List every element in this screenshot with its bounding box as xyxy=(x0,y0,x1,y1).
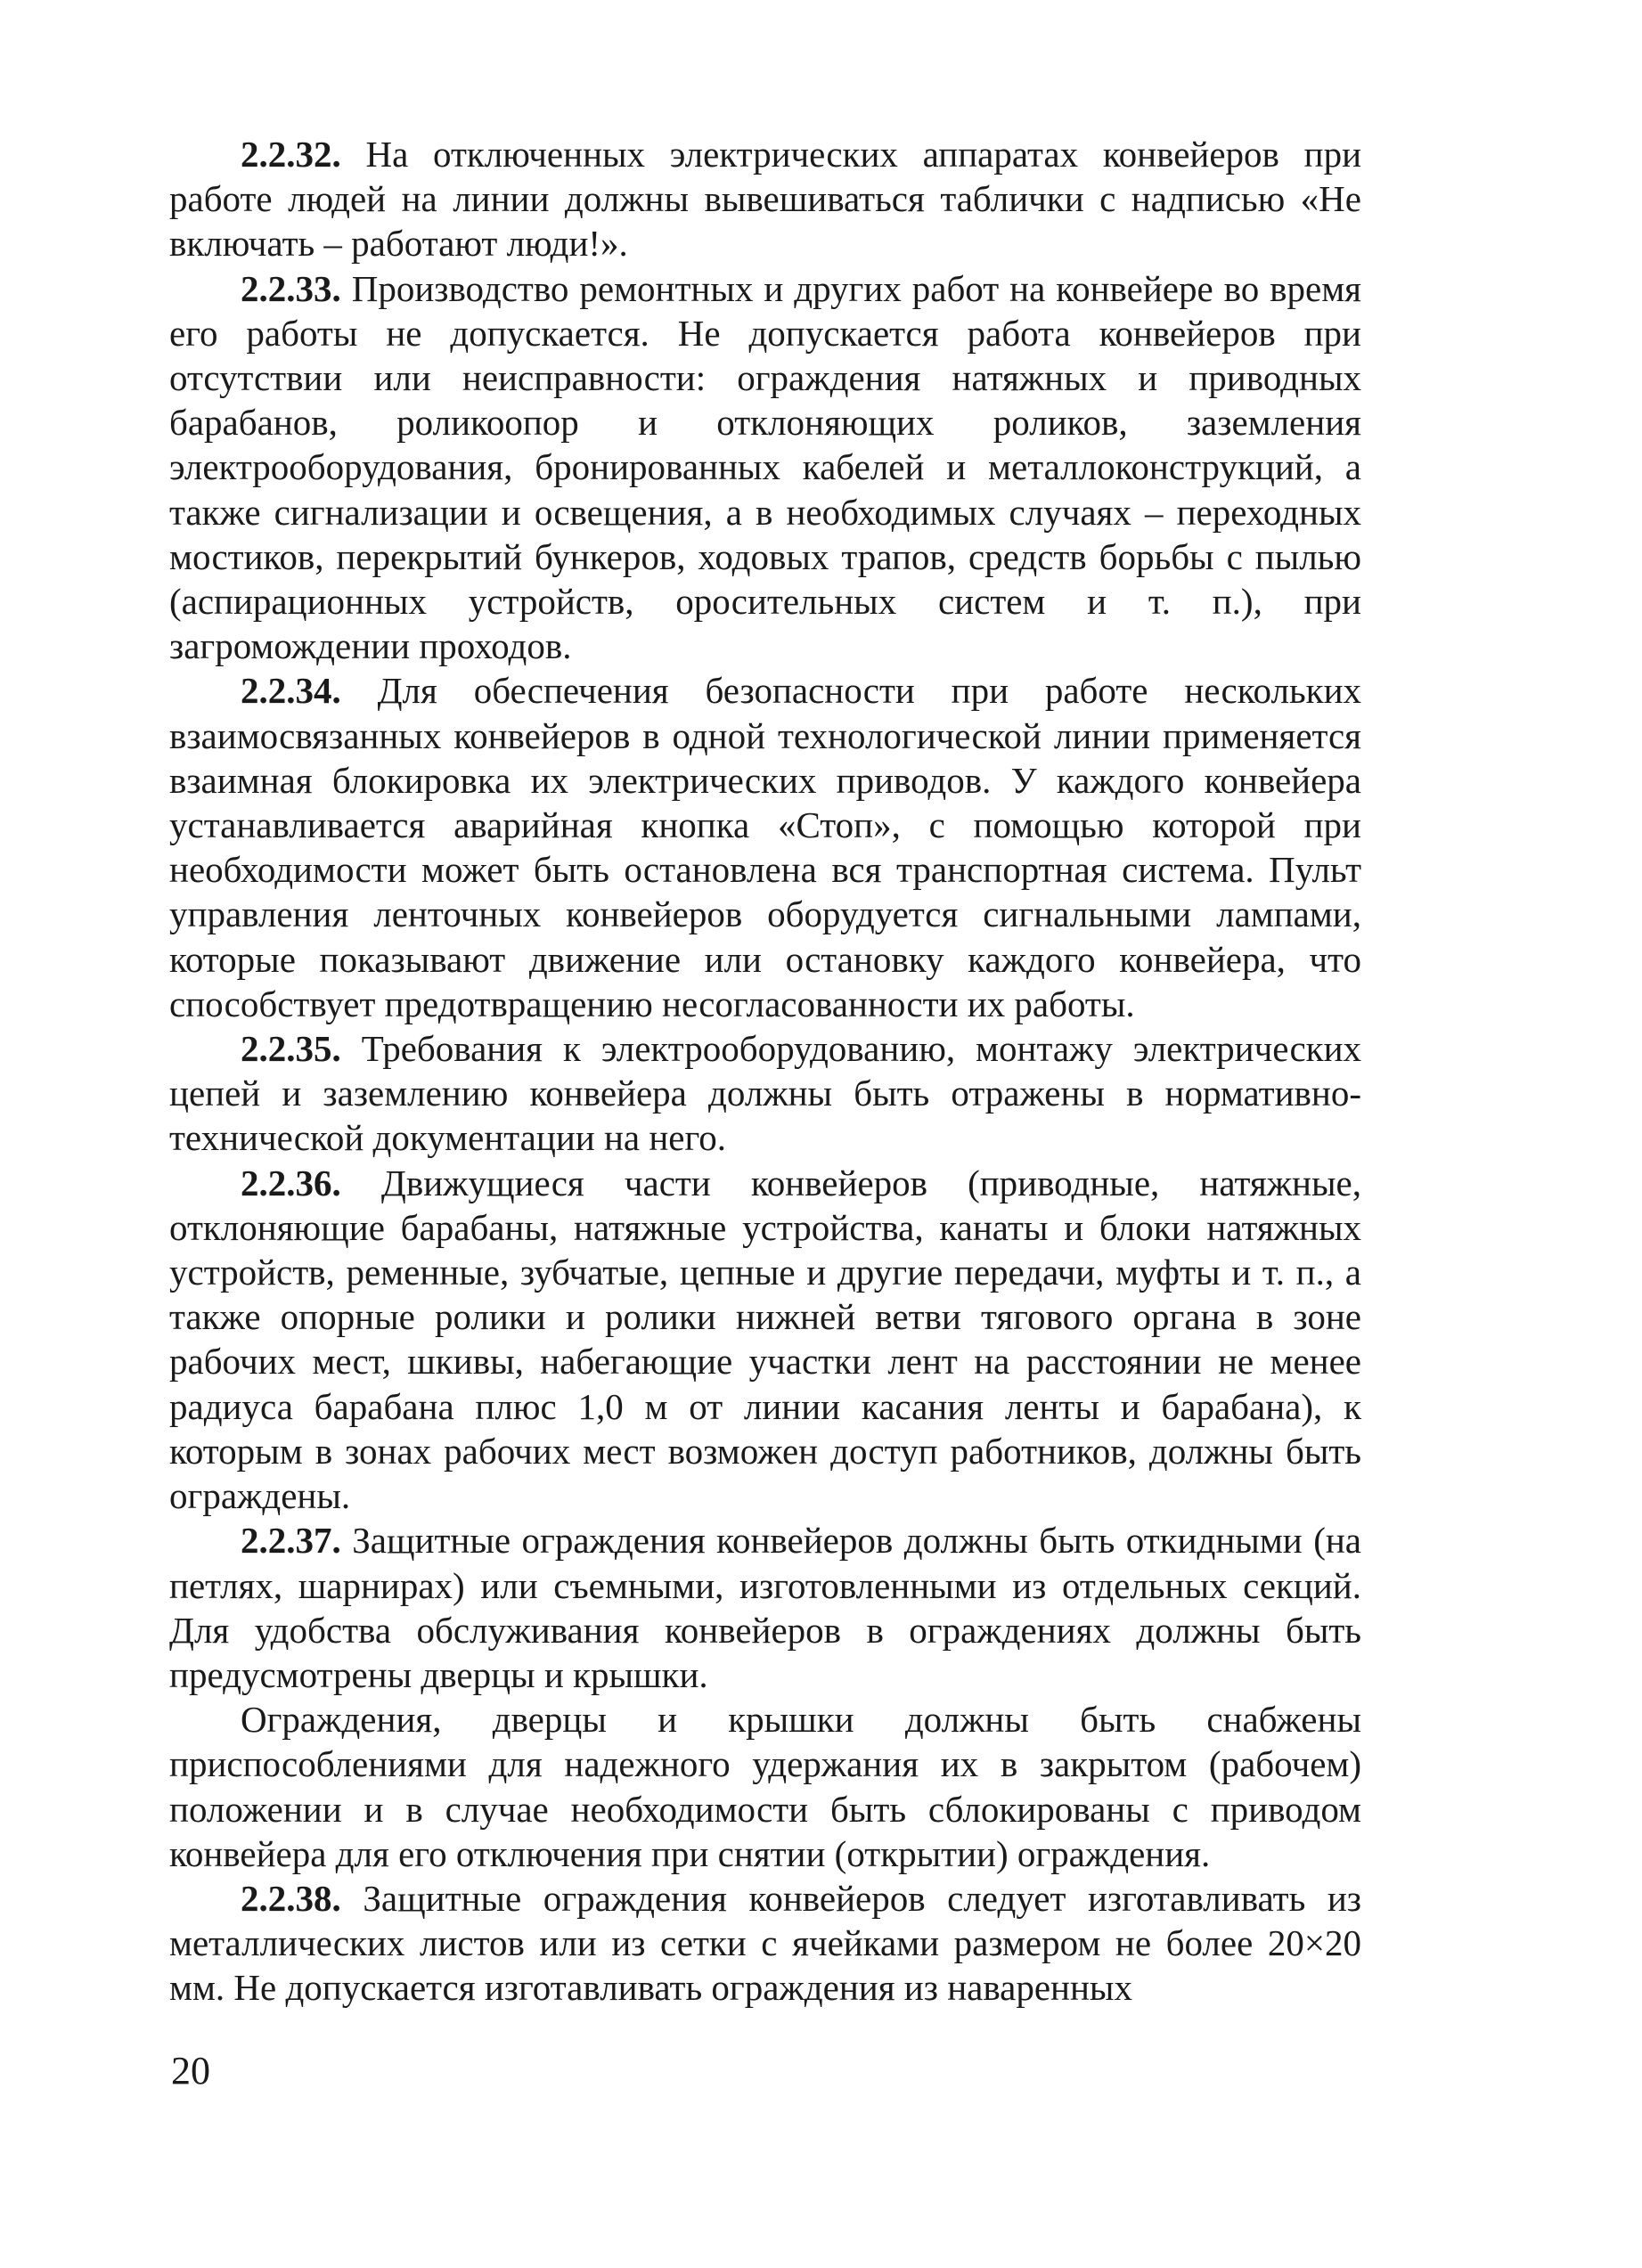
clause-text: Защитные ограждения конвейеров следует изготавливать из металлических листов или из сетки с ячейками размером не более 20×20 мм. Не допускается изготавливать ограждения из наваренных xyxy=(169,1877,1361,2009)
clause-number: 2.2.34. xyxy=(241,670,341,712)
text-block xyxy=(169,132,1361,2011)
paragraph-2-2-34 xyxy=(169,668,1361,1026)
clause-text: Производство ремонтных и других работ на конвейере во время его работы не допускается. Не допускается работа конвейеров при отсутствии или неисправности: ограждения натяжных и приводных барабанов, роликоопор и отклоняющих роликов, заземления электрооборудования, бронированных кабелей и металлоконструкций, а также сигнализации и освещения, а в необходимых случаях – переходных мостиков, перекрытий бункеров, ходовых трапов, средств борьбы с пылью (аспирационных устройств, оросительных систем и т. п.), при загромождении проходов. xyxy=(169,267,1362,667)
clause-text: Ограждения, дверцы и крышки должны быть снабжены приспособлениями для надежного удержания их в закрытом (рабочем) положении и в случае необходимости быть сблокированы с приводом конвейера для его отключения при снятии (открытии) ограждения. xyxy=(169,1699,1361,1874)
paragraph-2-2-37-continued xyxy=(169,1697,1361,1876)
clause-number: 2.2.37. xyxy=(241,1520,341,1562)
clause-text: Для обеспечения безопасности при работе нескольких взаимосвязанных конвейеров в одной технологической линии применяется взаимная блокировка их электрических приводов. У каждого конвейера устанавливается аварийная кнопка «Стоп», с помощью которой при необходимости может быть остановлена вся транспортная система. Пульт управления ленточных конвейеров оборудуется сигнальными лампами, которые показывают движение или остановку каждого конвейера, что способствует предотвращению несогласованности их работы. xyxy=(169,670,1362,1024)
paragraph-2-2-36 xyxy=(169,1161,1361,1519)
paragraph-2-2-35 xyxy=(169,1026,1361,1161)
page-number: 20 xyxy=(171,2049,210,2093)
clause-text: На отключенных электрических аппаратах конвейеров при работе людей на линии должны вывешиваться таблички с надписью «Не включать – работают люди!». xyxy=(169,134,1362,265)
paragraph-2-2-32 xyxy=(169,132,1361,266)
clause-number: 2.2.36. xyxy=(241,1162,341,1203)
clause-text: Защитные ограждения конвейеров должны быть откидными (на петлях, шарнирах) или съемными, изготовленными из отдельных секций. Для удобства обслуживания конвейеров в ограждениях должны быть предусмотрены дверцы и крышки. xyxy=(169,1520,1361,1695)
clause-number: 2.2.38. xyxy=(241,1877,341,1919)
paragraph-2-2-37 xyxy=(169,1518,1361,1697)
clause-number: 2.2.32. xyxy=(241,134,341,175)
clause-number: 2.2.33. xyxy=(241,267,341,309)
paragraph-2-2-38 xyxy=(169,1876,1361,2011)
paragraph-2-2-33 xyxy=(169,266,1361,669)
clause-text: Движущиеся части конвейеров (приводные, натяжные, отклоняющие барабаны, натяжные устройства, канаты и блоки натяжных устройств, ременные, зубчатые, цепные и другие передачи, муфты и т. п., а также опорные ролики и ролики нижней ветви тягового органа в зоне рабочих мест, шкивы, набегающие участки лент на расстоянии не менее радиуса барабана плюс 1,0 м от линии касания ленты и барабана), к которым в зонах рабочих мест возможен доступ работников, должны быть ограждены. xyxy=(169,1162,1361,1517)
clause-number: 2.2.35. xyxy=(241,1028,341,1070)
clause-text: Требования к электрооборудованию, монтажу электрических цепей и заземлению конвейера должны быть отражены в нормативно-технической документации на него. xyxy=(169,1028,1362,1159)
